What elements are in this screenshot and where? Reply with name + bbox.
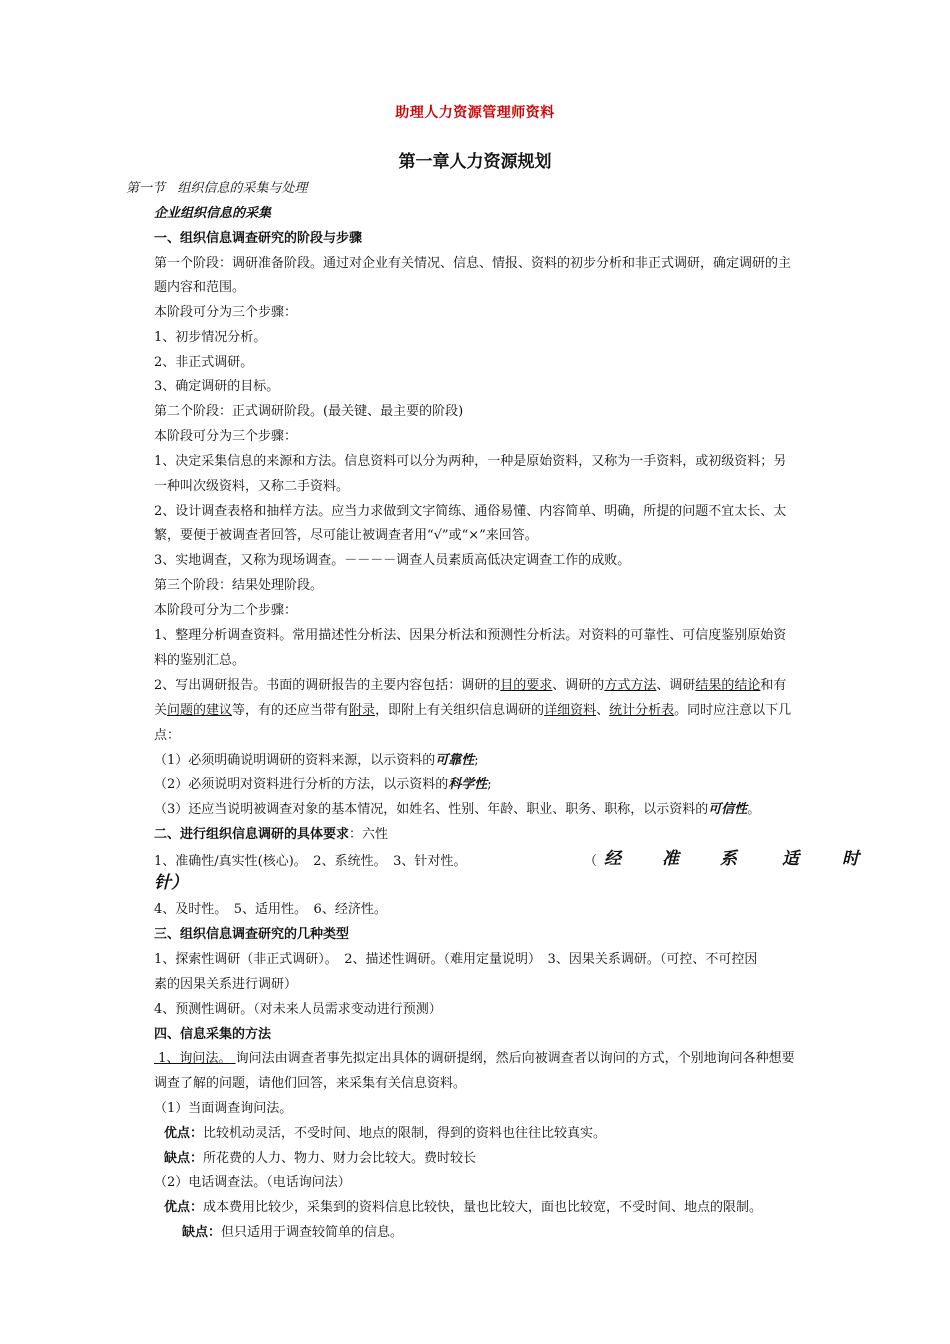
text: 询问法由调查者事先拟定出具体的调研提纲，然后向被调查者以询问的方式，个别地询问各种想要 <box>235 1051 795 1066</box>
paragraph-line: 第三个阶段：结果处理阶段。 <box>154 578 324 593</box>
list-item <box>154 677 786 695</box>
section-heading <box>126 180 307 198</box>
mnemonic-char: 经 <box>604 849 621 869</box>
list-item <box>154 752 479 770</box>
list-item: 2、非正式调研。 <box>154 355 254 370</box>
mnemonic-char: 系 <box>720 849 737 869</box>
list-item: 1、整理分析调查资料。常用描述性分析法、因果分析法和预测性分析法。对资料的可靠性、可信度鉴别原始资 <box>154 628 787 643</box>
text: 、 <box>596 703 610 718</box>
text: 但只适用于调查较简单的信息。 <box>221 1225 404 1240</box>
list-item: 3、实地调查，又称为现场调查。－－－－调查人员素质高低决定调查工作的成败。 <box>154 553 631 568</box>
mnemonic-open: （ <box>584 854 598 869</box>
paragraph-line: 调查了解的问题，请他们回答，来采集有关信息资料。 <box>154 1076 467 1091</box>
underlined-term: 目的要求 <box>500 678 553 693</box>
heading-3: 三、组织信息调查研究的几种类型 <box>154 927 350 942</box>
text: 、调研的 <box>552 678 605 693</box>
label: 缺点： <box>164 1151 204 1166</box>
list-item: 1、准确性/真实性(核心)。 2、系统性。 3、针对性。 <box>154 854 467 869</box>
list-item <box>154 776 492 794</box>
list-item <box>154 702 791 720</box>
paragraph-line: 本阶段可分为二个步骤： <box>154 603 298 618</box>
paragraph-line: 第一个阶段：调研准备阶段。通过对企业有关情况、信息、情报、资料的初步分析和非正式调研，确定调研的主 <box>154 256 792 271</box>
text: ; <box>487 777 492 792</box>
text: 。同时应注意以下几 <box>674 703 792 718</box>
underlined-term: 附录 <box>349 703 376 718</box>
list-item: 1、决定采集信息的来源和方法。信息资料可以分为两种，一种是原始资料，又称为一手资料，或初级资料；另 <box>154 454 787 469</box>
label: 优点： <box>164 1126 204 1141</box>
list-item: 4、及时性。 5、适用性。 6、经济性。 <box>154 902 387 917</box>
list-item: 2、设计调查表格和抽样方法。应当力求做到文字简练、通俗易懂、内容简单、明确，所提的问题不宜太长、太 <box>154 504 787 519</box>
text: 成本费用比较少，采集到的资料信息比较快，量也比较大，面也比较宽，不受时间、地点的限制。 <box>203 1200 763 1215</box>
list-item <box>164 1199 762 1217</box>
section-label: 第一节 <box>126 181 166 196</box>
emphasis: 可靠性 <box>435 753 475 768</box>
underlined-term: 统计分析表 <box>609 703 675 718</box>
paragraph-line: 第二个阶段：正式调研阶段。(最关键、最主要的阶段) <box>154 404 464 419</box>
document-title: 助理人力资源管理师资料 <box>395 105 555 121</box>
list-item <box>182 1224 403 1242</box>
text: 。 <box>747 802 761 817</box>
underlined-term: 问题的建议 <box>167 703 233 718</box>
paragraph-line: 题内容和范围。 <box>154 280 246 295</box>
heading-4: 四、信息采集的方法 <box>154 1027 272 1042</box>
text: （2）必须说明对资料进行分析的方法，以示资料的 <box>154 777 449 792</box>
mnemonic-end: 针） <box>154 873 188 893</box>
text: ; <box>474 753 479 768</box>
list-item: 3、确定调研的目标。 <box>154 379 280 394</box>
underlined-term: 详细资料 <box>544 703 597 718</box>
list-item: 1、初步情况分析。 <box>154 330 267 345</box>
underlined-term: 结果的结论 <box>695 678 761 693</box>
text: 等，有的还应当带有 <box>232 703 350 718</box>
list-item <box>164 1125 606 1143</box>
list-item: 繁，要便于被调查者回答，尽可能让被调查者用“√”或“×”来回答。 <box>154 528 538 543</box>
heading-2 <box>154 826 388 844</box>
text: 比较机动灵活，不受时间、地点的限制，得到的资料也往往比较真实。 <box>203 1126 607 1141</box>
list-item: （2）电话调查法。（电话询问法） <box>154 1175 351 1190</box>
section-name: 组织信息的采集与处理 <box>177 181 308 196</box>
list-item <box>164 1150 476 1168</box>
heading-text: 二、进行组织信息调研的具体要求 <box>154 827 350 842</box>
underlined-term: 方式方法 <box>604 678 657 693</box>
list-item: 料的鉴别汇总。 <box>154 653 246 668</box>
text: 所花费的人力、物力、财力会比较大。费时较长 <box>203 1151 477 1166</box>
emphasis: 科学性 <box>448 777 488 792</box>
list-item: 素的因果关系进行调研） <box>154 977 298 992</box>
list-item: 点： <box>154 728 181 743</box>
heading-suffix: ：六性 <box>349 827 389 842</box>
paragraph-line: 本阶段可分为三个步骤： <box>154 429 298 444</box>
list-item <box>154 1050 795 1068</box>
paragraph-line: 本阶段可分为三个步骤： <box>154 305 298 320</box>
label: 缺点： <box>182 1225 222 1240</box>
list-item: 一种叫次级资料，又称二手资料。 <box>154 479 350 494</box>
text: ，即附上有关组织信息调研的 <box>375 703 545 718</box>
text: 2、写出调研报告。书面的调研报告的主要内容包括：调研的 <box>154 678 501 693</box>
text: 和有 <box>760 678 787 693</box>
mnemonic-char: 时 <box>842 849 859 869</box>
text: 、调研 <box>656 678 696 693</box>
text: 关 <box>154 703 168 718</box>
underlined-term: 1、询问法。 <box>158 1051 232 1066</box>
subsection-heading: 企业组织信息的采集 <box>154 206 272 221</box>
label: 优点： <box>164 1200 204 1215</box>
text: （3）还应当说明被调查对象的基本情况，如姓名、性别、年龄、职业、职务、职称，以示资料的 <box>154 802 709 817</box>
mnemonic-char: 适 <box>782 849 799 869</box>
list-item: 4、预测性调研。（对未来人员需求变动进行预测） <box>154 1002 442 1017</box>
list-item <box>154 801 760 819</box>
list-item: 1、探索性调研（非正式调研）。 2、描述性调研。（难用定量说明） 3、因果关系调研。（可控、不可控因 <box>154 952 758 967</box>
heading-1: 一、组织信息调查研究的阶段与步骤 <box>154 231 363 246</box>
chapter-title: 第一章人力资源规划 <box>398 152 552 172</box>
emphasis: 可信性 <box>708 802 748 817</box>
text: （1）必须明确说明调研的资料来源，以示资料的 <box>154 753 436 768</box>
list-item: （1）当面调查询问法。 <box>154 1101 293 1116</box>
mnemonic-char: 准 <box>662 849 679 869</box>
